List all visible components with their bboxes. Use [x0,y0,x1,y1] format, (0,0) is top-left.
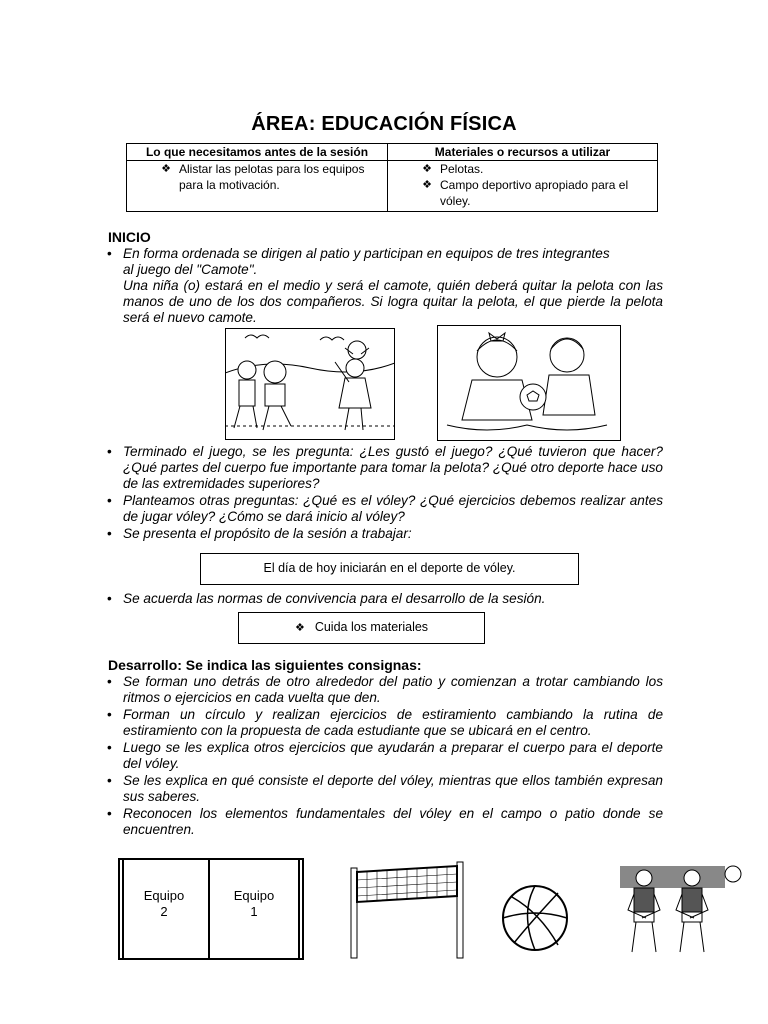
list-item: ❖ Campo deportivo apropiado para el vóley. [392,177,653,209]
list-item: • Se forman uno detrás de otro alrededor del patio y comienzan a trotar cambiando los ritmos o ejercicios en cada vuelta que den. [107,674,663,706]
list-item: ❖ Pelotas. [392,161,653,177]
game-description: Una niña (o) estará en el medio y será el camote, quién deberá quitar la pelota con las manos de uno de los dos compañeros. Si logra quitar la pelota, el que pierde la pelota será el nuevo camote. [123,278,663,326]
team-1-label: Equipo 1 [233,888,275,919]
bullet-continuation: al juego del "Camote". [123,262,258,277]
list-item: • Terminado el juego, se les pregunta: ¿Les gustó el juego? ¿Qué tuvieron que hacer? ¿Qué partes del cuerpo fue importante para tomar la pelota? ¿Qué otro deporte hace uso de las extremidades superiores? [107,444,663,493]
page-title: ÁREA: EDUCACIÓN FÍSICA [251,113,517,135]
volleyball-players-illustration [620,860,745,960]
list-item: • Se les explica en qué consiste el deporte del vóley, mientras que ellos también expresan sus saberes. [107,773,663,805]
norms-box: ❖ Cuida los materiales [238,612,485,644]
children-playing-illustration [225,328,395,440]
table-header-materials: Materiales o recursos a utilizar [388,144,658,161]
volleyball-court-diagram [118,858,304,960]
list-item: • Luego se les explica otros ejercicios que ayudarán a preparar el cuerpo para el deporte del vóley. [107,740,663,772]
team-2-label: Equipo 2 [143,888,185,919]
list-item: • Forman un círculo y realizan ejercicios de estiramiento cambiando la rutina de estiramiento con la propuesta de cada estudiante que se ubicará en el centro. [107,707,663,739]
table-header-needs: Lo que necesitamos antes de la sesión [127,144,388,161]
materials-cell [388,161,658,212]
volleyball-net-icon [345,860,471,960]
diamond-bullet-icon: ❖ [422,163,432,175]
requirements-table [126,143,658,212]
volleyball-ball-icon [500,883,570,953]
list-item: ❖ Alistar las pelotas para los equipos para la motivación. [131,161,383,193]
diamond-bullet-icon: ❖ [294,622,305,634]
list-item: • Se presenta el propósito de la sesión a trabajar: [107,526,663,542]
children-ball-illustration [437,325,621,441]
list-item: • En forma ordenada se dirigen al patio y participan en equipos de tres integrantes [107,246,663,262]
court-net-line [208,860,210,958]
section-heading-inicio: INICIO [108,229,151,245]
list-item: • Planteamos otras preguntas: ¿Qué es el vóley? ¿Qué ejercicios debemos realizar antes de jugar vóley? ¿Cómo se dará inicio al vóley? [107,493,663,525]
diamond-bullet-icon: ❖ [161,163,171,175]
diamond-bullet-icon: ❖ [422,179,432,191]
purpose-box: El día de hoy iniciarán en el deporte de vóley. [200,553,579,585]
list-item: • Reconocen los elementos fundamentales del vóley en el campo o patio donde se encuentren. [107,806,663,838]
section-heading-desarrollo: Desarrollo: Se indica las siguientes consignas: [108,657,422,673]
list-item: • Se acuerda las normas de convivencia para el desarrollo de la sesión. [107,591,663,607]
needs-cell [127,161,388,212]
